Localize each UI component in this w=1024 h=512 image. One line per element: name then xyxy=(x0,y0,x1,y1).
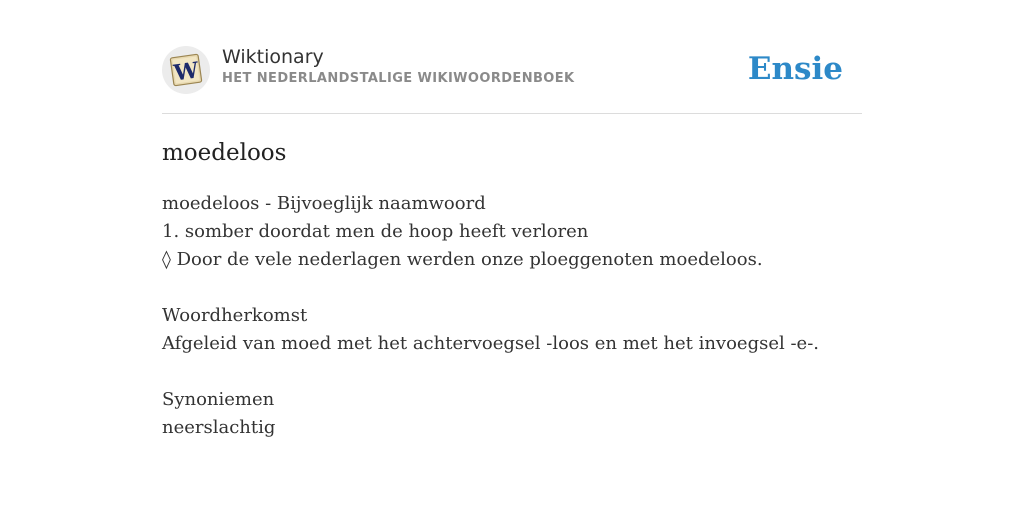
page-container xyxy=(162,0,862,442)
example-line: ◊ Door de vele nederlagen werden onze ploeggenoten moedeloos. xyxy=(162,249,763,270)
entry-body xyxy=(162,190,862,442)
site-header xyxy=(162,0,862,114)
logo-letter: W xyxy=(172,57,201,87)
definition-line: 1. somber doordat men de hoop heeft verloren xyxy=(162,221,589,242)
ensie-link[interactable]: Ensie xyxy=(747,51,843,87)
wiktionary-tile-icon xyxy=(162,46,210,94)
spacer xyxy=(162,358,862,386)
etymology-heading: Woordherkomst xyxy=(162,305,308,326)
site-tagline: HET NEDERLANDSTALIGE WIKIWOORDENBOEK xyxy=(222,71,575,86)
synonyms-heading: Synoniemen xyxy=(162,389,275,410)
wiktionary-logo-icon[interactable] xyxy=(162,46,210,94)
synonym-item: neerslachtig xyxy=(162,417,276,438)
brand-block xyxy=(222,45,575,87)
entry-title: moedeloos xyxy=(162,140,287,166)
part-of-speech-line: moedeloos - Bijvoeglijk naamwoord xyxy=(162,193,486,214)
etymology-text: Afgeleid van moed met het achtervoegsel -loos en met het invoegsel -e-. xyxy=(162,333,820,354)
site-name[interactable]: Wiktionary xyxy=(222,46,324,68)
spacer xyxy=(162,274,862,302)
